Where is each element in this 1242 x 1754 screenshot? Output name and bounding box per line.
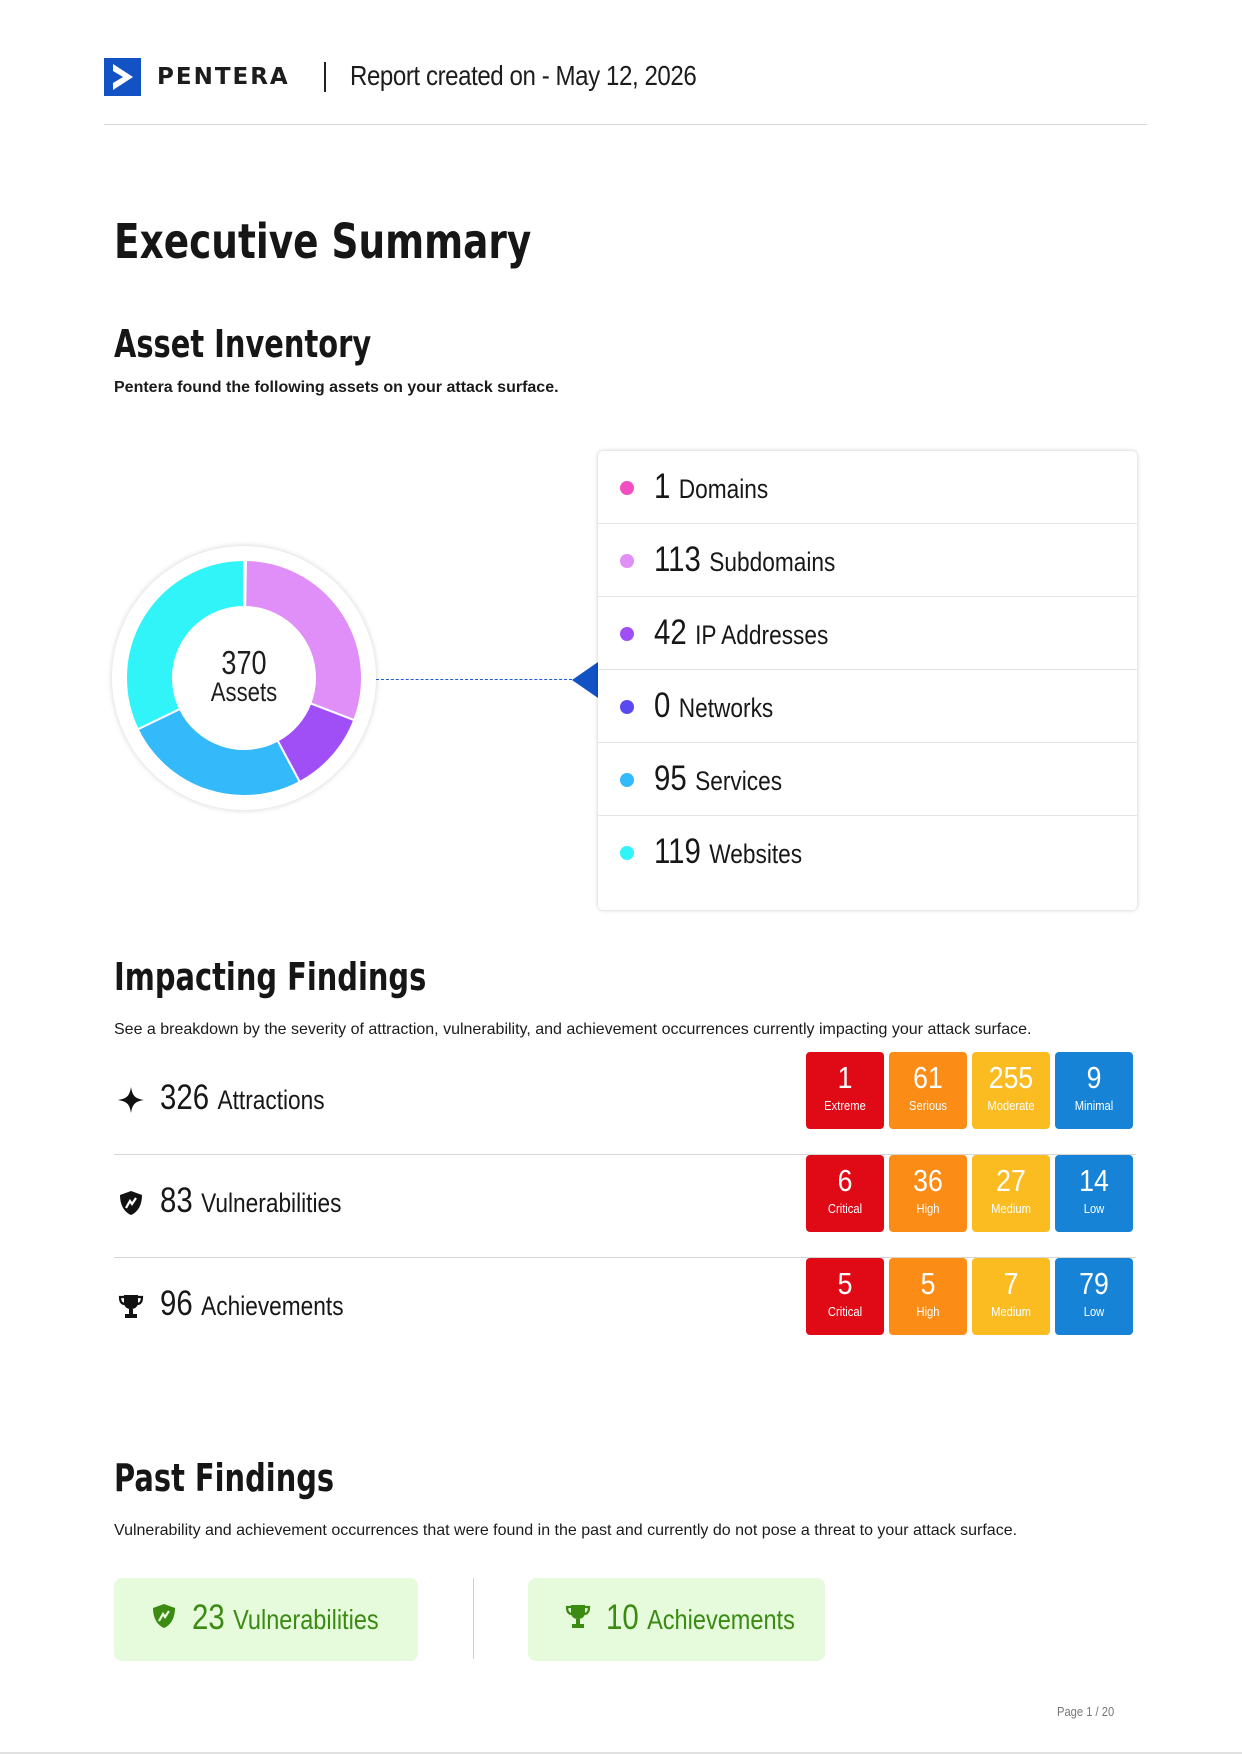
findings-count: 96 [160,1284,193,1323]
severity-label: Extreme [824,1098,866,1113]
severity-badge-critical[interactable] [806,1155,884,1232]
asset-row-ip-addresses [598,597,1137,670]
severity-badge-medium[interactable] [972,1155,1050,1232]
asset-count: 1 [654,467,671,506]
shield-icon [150,1602,178,1630]
severity-badge-extreme[interactable] [806,1052,884,1129]
past-achievements-card[interactable] [528,1578,825,1661]
findings-row-vulnerabilities [114,1155,1136,1258]
severity-count: 7 [1003,1266,1019,1301]
severity-badge-low[interactable] [1055,1155,1133,1232]
asset-inventory-description: Pentera found the following assets on your attack surface. [114,379,559,396]
severity-badge-minimal[interactable] [1055,1052,1133,1129]
past-count: 23 [192,1598,225,1637]
severity-badge-critical[interactable] [806,1258,884,1335]
header-divider [104,124,1147,125]
asset-label: Subdomains [709,547,836,577]
asset-count: 119 [654,832,701,871]
legend-dot-icon [620,846,634,860]
donut-total-count: 370 [221,644,267,681]
asset-label: Networks [678,693,774,723]
severity-label: Moderate [987,1098,1035,1113]
findings-count: 83 [160,1181,193,1220]
past-findings-divider [473,1578,474,1659]
severity-label: Medium [991,1304,1031,1319]
legend-dot-icon [620,700,634,714]
severity-label: Minimal [1074,1098,1114,1113]
past-vulnerabilities-card[interactable] [114,1578,418,1661]
severity-count: 6 [837,1163,853,1198]
severity-badge-low[interactable] [1055,1258,1133,1335]
page-title: Executive Summary [114,214,532,270]
asset-label: Services [695,766,783,796]
past-label: Achievements [647,1604,795,1635]
severity-label: Serious [909,1098,947,1113]
asset-count: 113 [654,540,701,579]
severity-count: 5 [920,1266,936,1301]
asset-count: 95 [654,759,687,798]
severity-label: Medium [991,1201,1031,1216]
donut-slice-services [138,709,300,796]
severity-count: 14 [1079,1163,1109,1198]
severity-count: 27 [996,1163,1026,1198]
findings-count: 326 [160,1078,210,1117]
severity-count: 255 [988,1060,1034,1095]
asset-row-networks [598,670,1137,743]
severity-count: 9 [1086,1060,1102,1095]
asset-count: 0 [654,686,671,725]
severity-label: High [916,1201,940,1216]
findings-label: Vulnerabilities [201,1188,342,1218]
asset-row-services [598,743,1137,816]
asset-row-domains [598,451,1137,524]
pentera-logo-icon [104,58,141,96]
findings-row-achievements [114,1258,1136,1361]
severity-badge-high[interactable] [889,1155,967,1232]
impacting-findings-heading: Impacting Findings [114,955,427,999]
connector-pointer-icon [572,662,598,698]
legend-dot-icon [620,773,634,787]
severity-label: Low [1083,1304,1105,1319]
asset-list [598,451,1137,910]
severity-count: 79 [1079,1266,1109,1301]
report-date: Report created on - May 12, 2026 [350,60,697,91]
findings-label: Achievements [201,1291,344,1321]
findings-row-attractions [114,1052,1136,1155]
past-label: Vulnerabilities [233,1604,379,1635]
trophy-icon [564,1602,592,1630]
page-number: Page 1 / 20 [1057,1704,1115,1719]
severity-label: Critical [827,1201,863,1216]
legend-dot-icon [620,554,634,568]
sparkle-icon [117,1086,145,1114]
connector-line [376,679,572,680]
severity-label: Critical [827,1304,863,1319]
trophy-icon [117,1292,145,1320]
asset-label: IP Addresses [695,620,829,650]
impacting-findings-description: See a breakdown by the severity of attraction, vulnerability, and achievement occurrences currently impacting your attack surface. [114,1021,1032,1038]
asset-label: Domains [678,474,769,504]
past-count: 10 [606,1598,639,1637]
severity-badge-moderate[interactable] [972,1052,1050,1129]
severity-count: 36 [913,1163,943,1198]
legend-dot-icon [620,481,634,495]
asset-label: Websites [709,839,803,869]
asset-row-subdomains [598,524,1137,597]
header-separator [324,62,326,92]
severity-badge-medium[interactable] [972,1258,1050,1335]
asset-count: 42 [654,613,687,652]
asset-row-websites [598,816,1137,910]
severity-label: Low [1083,1201,1105,1216]
severity-badge-high[interactable] [889,1258,967,1335]
past-findings-description: Vulnerability and achievement occurrences that were found in the past and currently do not pose a threat to your attack surface. [114,1522,1018,1539]
brand-name: PENTERA [157,64,290,90]
findings-label: Attractions [217,1085,325,1115]
donut-total-label: Assets [210,677,278,707]
legend-dot-icon [620,627,634,641]
past-findings-heading: Past Findings [114,1456,335,1500]
shield-icon [117,1189,145,1217]
severity-count: 61 [913,1060,943,1095]
severity-count: 1 [837,1060,853,1095]
asset-inventory-heading: Asset Inventory [114,322,372,366]
severity-badge-serious[interactable] [889,1052,967,1129]
severity-label: High [916,1304,940,1319]
severity-count: 5 [837,1266,853,1301]
